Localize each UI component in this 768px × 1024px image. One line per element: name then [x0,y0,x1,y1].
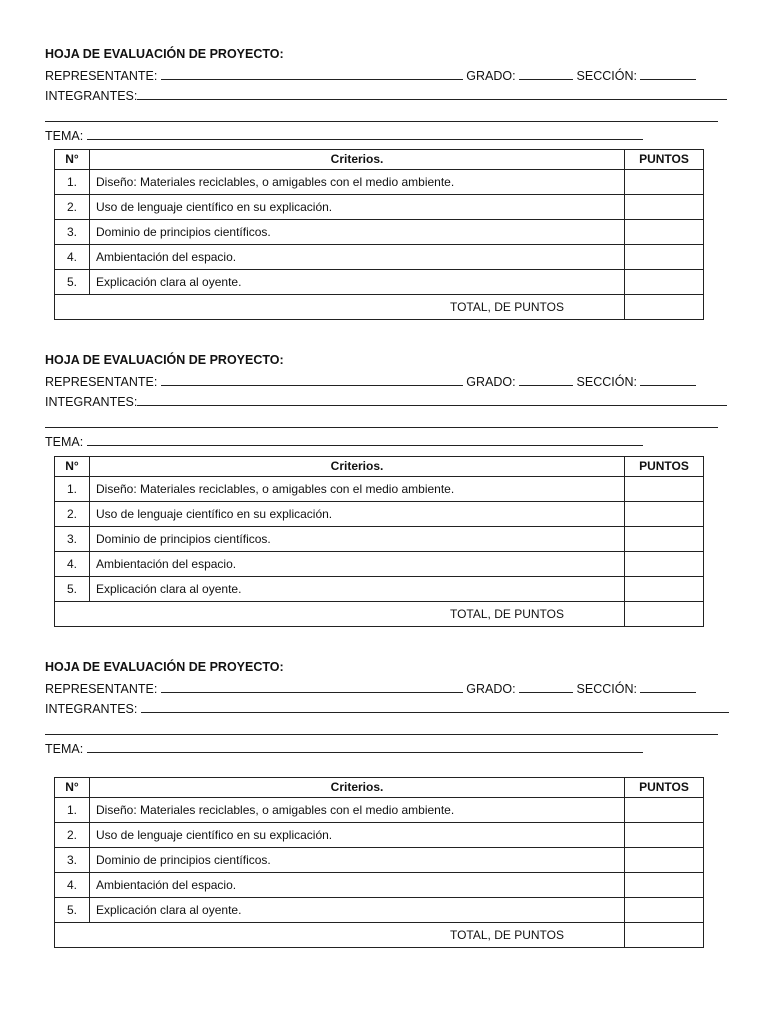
criterion-text: Dominio de principios científicos. [90,220,625,245]
criterion-text: Uso de lenguaje científico en su explicación. [90,502,625,527]
criterion-num: 5. [55,577,90,602]
table-header-row [55,150,704,170]
total-row [55,295,704,320]
table-row [55,823,704,848]
sheet-title: HOJA DE EVALUACIÓN DE PROYECTO: [45,353,284,367]
integrantes-label: INTEGRANTES: [45,89,138,103]
criterion-text: Diseño: Materiales reciclables, o amigables con el medio ambiente. [90,170,625,195]
grado-label: GRADO: [466,375,516,389]
table-row [55,245,704,270]
score-cell[interactable] [625,577,704,602]
score-cell[interactable] [625,823,704,848]
header-puntos: PUNTOS [625,150,704,170]
header-num: N° [55,150,90,170]
criteria-table [54,149,704,320]
seccion-label: SECCIÓN: [576,69,637,83]
score-cell[interactable] [625,220,704,245]
criterion-num: 4. [55,552,90,577]
criterion-num: 5. [55,898,90,923]
header-num: N° [55,778,90,798]
sheet-title: HOJA DE EVALUACIÓN DE PROYECTO: [45,660,284,674]
integrantes-extra-line[interactable] [45,734,718,735]
criterion-text: Explicación clara al oyente. [90,270,625,295]
seccion-field[interactable] [640,67,696,80]
grado-field[interactable] [519,680,573,693]
score-cell[interactable] [625,552,704,577]
criterion-text: Diseño: Materiales reciclables, o amigables con el medio ambiente. [90,798,625,823]
evaluation-sheet-3 [0,660,768,950]
criterion-num: 1. [55,798,90,823]
grado-label: GRADO: [466,69,516,83]
score-cell[interactable] [625,848,704,873]
integrantes-line [45,700,729,716]
integrantes-label: INTEGRANTES: [45,395,138,409]
integrantes-field[interactable] [137,393,727,406]
criterion-num: 2. [55,502,90,527]
score-cell[interactable] [625,195,704,220]
table-row [55,848,704,873]
representante-label: REPRESENTANTE: [45,375,158,389]
table-row [55,552,704,577]
criterion-text: Explicación clara al oyente. [90,898,625,923]
criterion-text: Uso de lenguaje científico en su explicación. [90,823,625,848]
table-row [55,195,704,220]
score-cell[interactable] [625,798,704,823]
criterion-text: Diseño: Materiales reciclables, o amigables con el medio ambiente. [90,477,625,502]
criterion-text: Dominio de principios científicos. [90,848,625,873]
tema-line [45,740,643,756]
representante-field[interactable] [161,67,463,80]
criterion-text: Ambientación del espacio. [90,873,625,898]
seccion-label: SECCIÓN: [576,375,637,389]
criterion-text: Ambientación del espacio. [90,552,625,577]
table-row [55,527,704,552]
tema-field[interactable] [87,433,643,446]
tema-field[interactable] [87,740,643,753]
representante-line [45,373,696,389]
total-label: TOTAL, DE PUNTOS [55,602,625,627]
criterion-num: 4. [55,873,90,898]
score-cell[interactable] [625,873,704,898]
total-label: TOTAL, DE PUNTOS [55,923,625,948]
criterion-num: 1. [55,477,90,502]
representante-field[interactable] [161,373,463,386]
representante-line [45,67,696,83]
criterion-num: 2. [55,195,90,220]
score-cell[interactable] [625,245,704,270]
integrantes-line [45,393,727,409]
sheet-title: HOJA DE EVALUACIÓN DE PROYECTO: [45,47,284,61]
integrantes-line [45,87,727,103]
table-header-row [55,778,704,798]
grado-field[interactable] [519,67,573,80]
header-criterios: Criterios. [90,457,625,477]
criterion-text: Dominio de principios científicos. [90,527,625,552]
table-row [55,898,704,923]
total-row [55,602,704,627]
tema-label: TEMA: [45,435,84,449]
table-row [55,477,704,502]
evaluation-sheet-1 [0,47,768,337]
tema-line [45,433,643,449]
criterion-text: Uso de lenguaje científico en su explicación. [90,195,625,220]
representante-field[interactable] [161,680,463,693]
score-cell[interactable] [625,502,704,527]
table-row [55,220,704,245]
criterion-num: 5. [55,270,90,295]
header-criterios: Criterios. [90,150,625,170]
table-row [55,577,704,602]
score-cell[interactable] [625,477,704,502]
table-row [55,170,704,195]
criterion-num: 3. [55,527,90,552]
header-puntos: PUNTOS [625,457,704,477]
criterion-num: 2. [55,823,90,848]
total-row [55,923,704,948]
integrantes-extra-line[interactable] [45,427,718,428]
table-row [55,873,704,898]
score-cell[interactable] [625,270,704,295]
criterion-num: 3. [55,848,90,873]
representante-line [45,680,696,696]
criteria-table [54,456,704,627]
table-row [55,270,704,295]
criterion-num: 1. [55,170,90,195]
integrantes-field[interactable] [141,700,729,713]
total-score-cell[interactable] [625,295,704,320]
criterion-num: 3. [55,220,90,245]
criterion-num: 4. [55,245,90,270]
seccion-label: SECCIÓN: [576,682,637,696]
integrantes-extra-line[interactable] [45,121,718,122]
criterion-text: Explicación clara al oyente. [90,577,625,602]
integrantes-field[interactable] [137,87,727,100]
table-row [55,798,704,823]
tema-line [45,127,643,143]
tema-label: TEMA: [45,129,84,143]
seccion-field[interactable] [640,680,696,693]
table-row [55,502,704,527]
evaluation-sheet-2 [0,353,768,643]
representante-label: REPRESENTANTE: [45,69,158,83]
header-puntos: PUNTOS [625,778,704,798]
score-cell[interactable] [625,170,704,195]
criteria-table [54,777,704,948]
total-score-cell[interactable] [625,602,704,627]
tema-field[interactable] [87,127,643,140]
integrantes-label: INTEGRANTES: [45,702,138,716]
tema-label: TEMA: [45,742,84,756]
header-criterios: Criterios. [90,778,625,798]
header-num: N° [55,457,90,477]
score-cell[interactable] [625,527,704,552]
seccion-field[interactable] [640,373,696,386]
representante-label: REPRESENTANTE: [45,682,158,696]
table-header-row [55,457,704,477]
grado-field[interactable] [519,373,573,386]
total-label: TOTAL, DE PUNTOS [55,295,625,320]
grado-label: GRADO: [466,682,516,696]
criterion-text: Ambientación del espacio. [90,245,625,270]
total-score-cell[interactable] [625,923,704,948]
score-cell[interactable] [625,898,704,923]
